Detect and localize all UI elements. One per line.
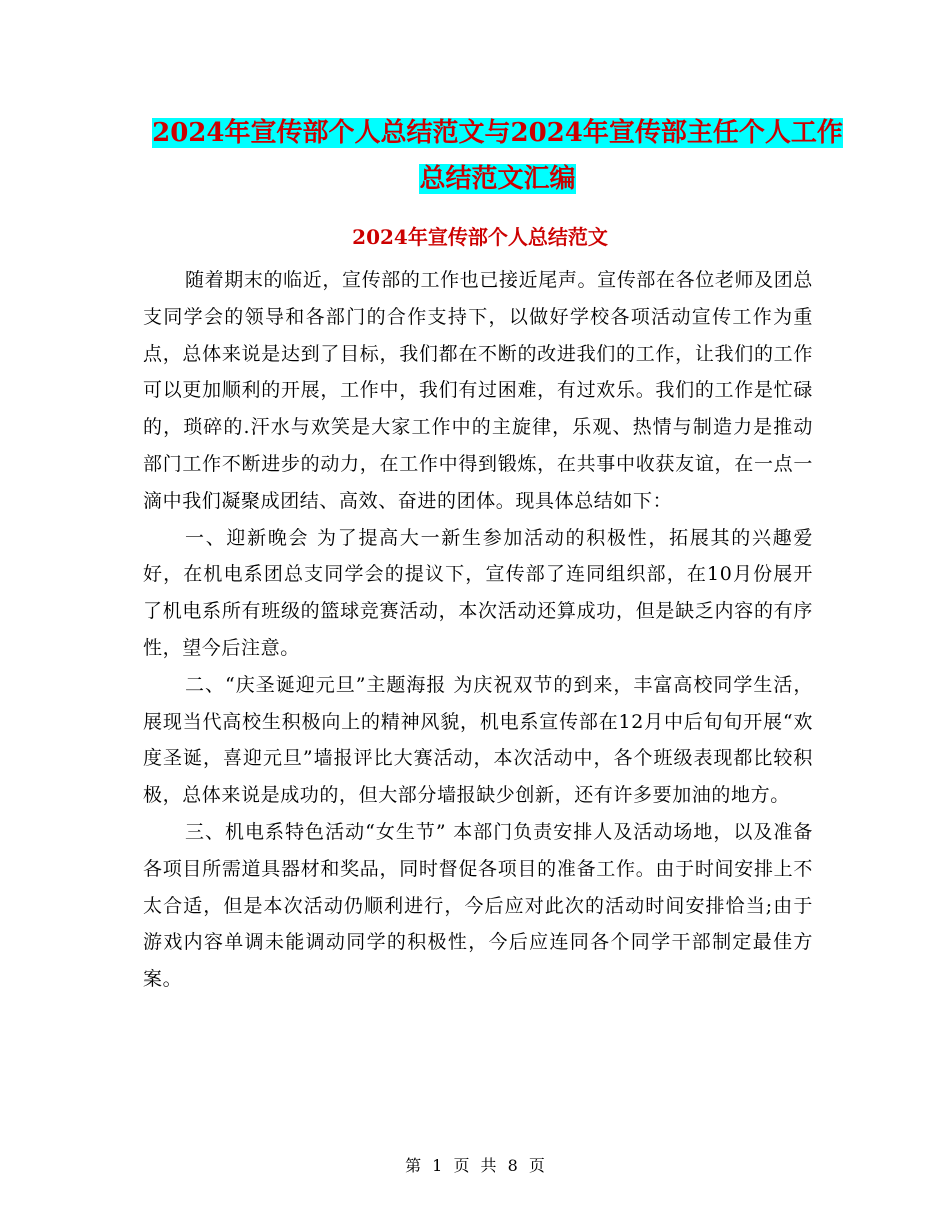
page-footer: 第 1 页 共 8 页 [405,1156,545,1175]
document-title-text: 2024年宣传部个人总结范文与2024年宣传部主任个人工作总结范文汇编 [152,118,843,194]
paragraph-item-3: 三、机电系特色活动“女生节” 本部门负责安排人及活动场地，以及准备各项目所需道具器材和奖品，同时督促各项目的准备工作。由于时间安排上不太合适，但是本次活动仍顺利进行，今后应对此次的活动时间安排恰当;由于游戏内容单调未能调动同学的积极性，今后应连同各个同学干部制定最佳方案。 [143,820,813,991]
paragraph-intro: 随着期末的临近，宣传部的工作也已接近尾声。宣传部在各位老师及团总支同学会的领导和各部门的合作支持下，以做好学校各项活动宣传工作为重点，总体来说是达到了目标，我们都在不断的改进我们的工作，让我们的工作可以更加顺利的开展，工作中，我们有过困难，有过欢乐。我们的工作是忙碌的，琐碎的.汗水与欢笑是大家工作中的主旋律，乐观、热情与制造力是推动部门工作不断进步的动力，在工作中得到锻炼，在共事中收获友谊，在一点一滴中我们凝聚成团结、高效、奋进的团体。现具体总结如下： [143,269,813,512]
section-title: 2024年宣传部个人总结范文 [352,225,608,249]
document-title [140,110,855,202]
body-text [143,262,813,998]
paragraph-item-2: 二、“庆圣诞迎元旦”主题海报 为庆祝双节的到来，丰富高校同学生活，展现当代高校生积极向上的精神风貌，机电系宣传部在12月中后旬旬开展“欢度圣诞，喜迎元旦”墙报评比大赛活动，本次活动中，各个班级表现都比较积极，总体来说是成功的，但大部分墙报缺少创新，还有许多要加油的地方。 [143,673,813,807]
paragraph-item-1: 一、迎新晚会 为了提高大一新生参加活动的积极性，拓展其的兴趣爱好，在机电系团总支同学会的提议下，宣传部了连同组织部，在10月份展开了机电系所有班级的篮球竞赛活动，本次活动还算成功，但是缺乏内容的有序性，望今后注意。 [143,526,813,659]
